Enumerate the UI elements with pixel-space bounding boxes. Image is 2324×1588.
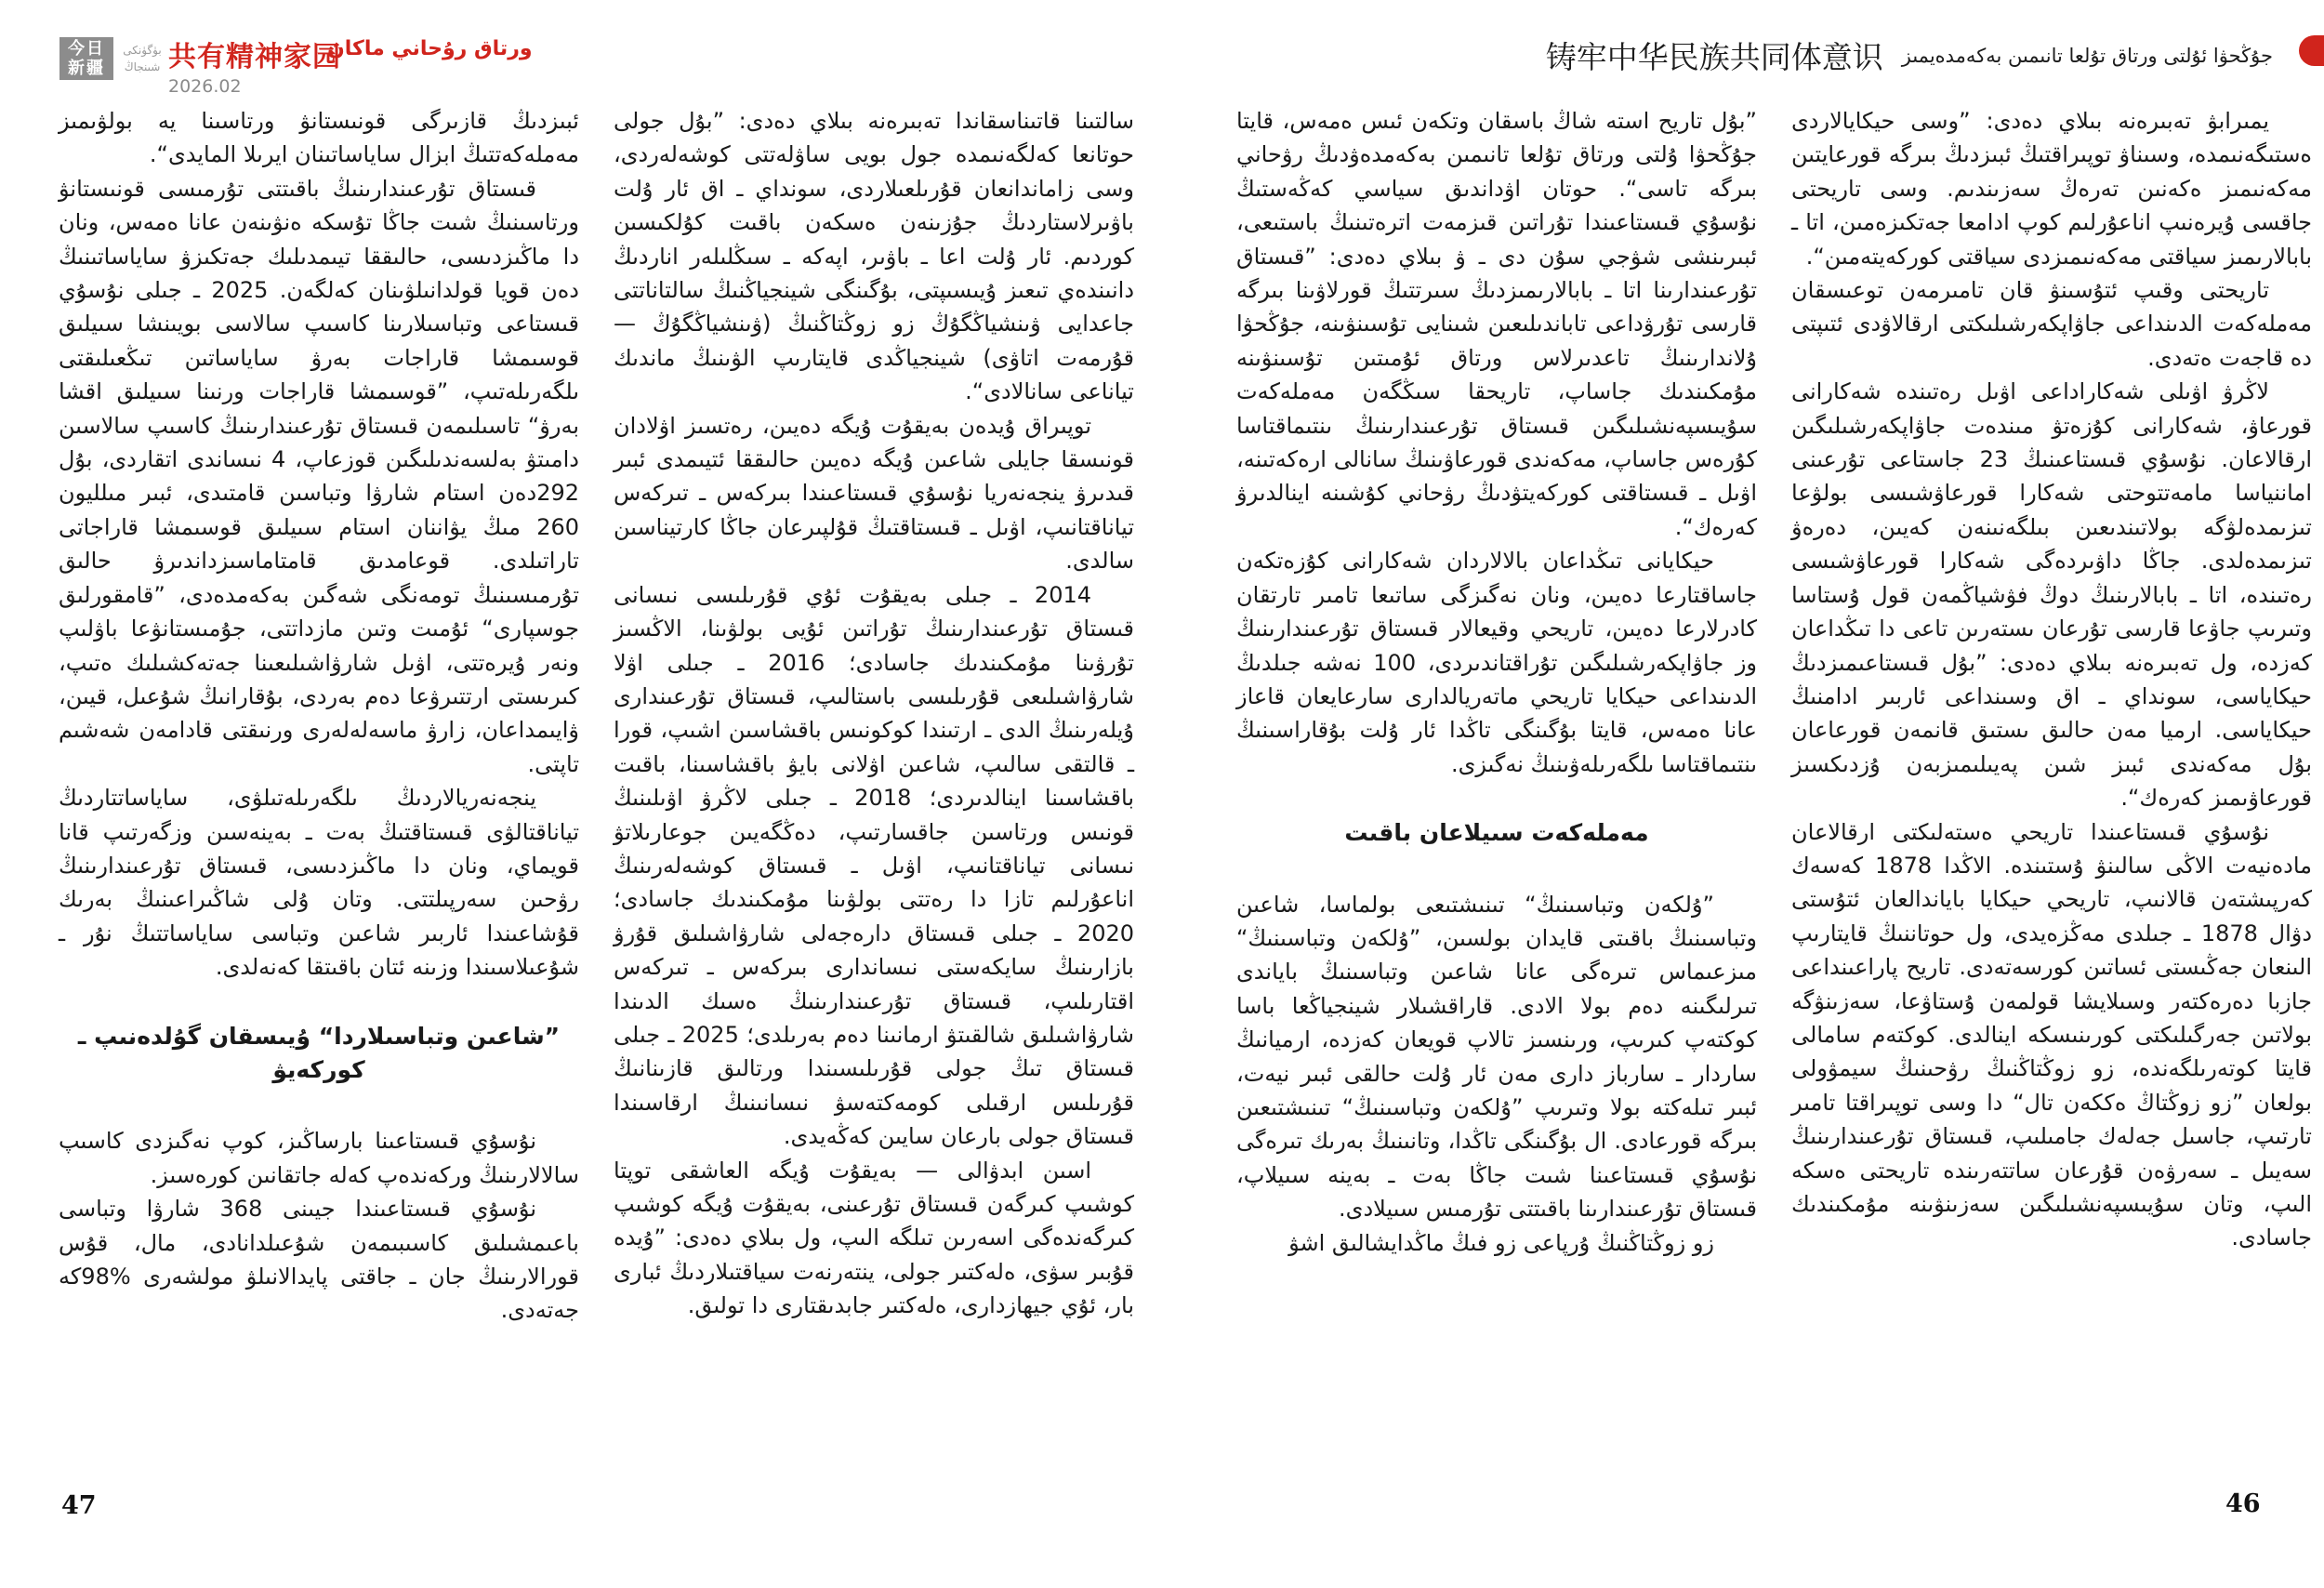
section-title-uyghur: ورتاق رۇحاني ماكان [327,37,533,60]
paragraph: قىستاق تۇرعىندارىنىڭ باقىتتى تۇرمىسى قونىستانۋ ورتاسىنىڭ شىت جاڭا تۇسكە ەنۋىنەن عانا ەمەس، ونان دا ماڭىزدىسى، حالىققا تيىمدىلىك جەتكىزۋ ساياساتىنىڭ دەن قويا قولدانىلۋىنان كەلگەن. 2025 ـ جىلى نۇسۇي قىستاعى وتباسىلارىنا كاسىپ سالاسى بويىنشا سىيلىق قوسىمشا قاراجات بەرۋ ساياساتىن تىڭعىلىقتى ىلگەرىلەتىپ، ”قوسىمشا قاراجات ورنىنا سىيلىق اقشا بەرۋ“ تاسىلىمەن قىستاق تۇرعىندارىنىڭ كاسىپ سالاسىن دامىتۋ بەلسەندىلىگىن قوزعاپ، 4 نىساندى اتقاردى، بۇل 292دەن استام شارۋا وتباسىن قامتىدى، ئبىر مىلليون 260 مىڭ يۋاننان استام سىيلىق قوسىمشا قاراجاتى تاراتىلدى. قوعامدىق قامتاماسىزداندىرۋ حالىق تۇرمىسىنىڭ تومەنگى شەگىن بەكەمدەدى، ”قامقورلىق جوسپارى“ ئۇمىت وتىن مازداتتى، جۇمىستانۋعا باۋلىپ ونەر ۇيرەتتى، اۋىل شارۋاشىلىعىنا جەتەكشىلىك ەتىپ، كىرىستى ارتتىرۋعا دەم بەردى، بۇقارانىڭ شۇعىل، قيىن، ۋايىمداعان، زارۋ ماسەلەلەرى ورنىقتى قادامەن شەشىم تاپتى. [59,175,579,777]
left-page-outer-column [59,104,579,1328]
paragraph: ”بۇل تاريح استە شاڭ باسقان وتكەن ئىس ەمەس، قايتا جۇڭحۋا ۇلتى ورتاق تۇلعا تانىمىن بەكەمدەۋدىڭ رۋحاني بىرگە تاسى“. حوتان اۋداندىق سياسي كەڭەستىڭ نۇسۇي قىستاعىندا تۇراتىن قىزمەت اترەتىنىڭ باستىعى، ئبىرىنشى شۋجي سۇن دى ـ ۋ بىلاي دەدى: ”قىستاق تۇرعىندارىنا اتا ـ بابالارىمىزدىڭ سىرتتىڭ قورلاۋىنا بىرگە قارسى تۇرۋداعى تاباندىلىعىن شىنايى تۇسىنۋىنە، جۇڭحۋا ۇلاندارىنىڭ تاعدىرلاس ورتاق ئۇمىتىن تۇسىنۋىنە مۇمكىندىك جاساپ، تاريحقا سىڭگەن مەملەكەت سۇيىسپەنشىلىگىن قىستاق تۇرعىندارىنىڭ ىنتىماقتاسا كۇرەس جاساپ، مەكەندى قورعاۋىنىڭ سانالى ارەكەتىنە، اۋىل ـ قىستاقتى كوركەيتۋدىڭ رۋحاني كۇشىنە اينالدىرۋ كەرەك“. [1236,108,1757,540]
red-corner-marker [2299,35,2324,66]
section-title-chinese: 共有精神家园 [168,41,341,73]
paragraph: توپىراق ۇيدەن بەيقۇت ۇيگە دەيىن، رەتسىز اۋلادان قونىسقا جايلى شاعىن ۇيگە دەيىن حالىققا ئتيىمدى ئبىر قىدىرۋ ينجەنەريا نۇسۇي قىستاعىندا بىركەس ـ تىركەس تياناقتانىپ، اۋىل ـ قىستاقتىڭ قۇلپىرعان جاڭا كارتيناسىن سالدى. [614,412,1134,575]
issue-number: 2026.02 [168,76,242,97]
paragraph: اسىن ابدۋالى — بەيقۇت ۇيگە العاشقى توپتا كوشىپ كىرگەن قىستاق تۇرعىنى، بەيقۇت ۇيگە كوشىپ كىرگەندەگى اسەرىن تىلگە الىپ، ول بىلاي دەدى: ”ۇيدە قۇبىر سۋى، ەلەكتىر جولى، ينتەرنەت سياقتىلاردىڭ ئبارى بار، ئۇي جيھازدارى، ەلەكتىر جابدىقتارى دا تولىق. [614,1157,1134,1319]
paragraph: نۇسۇي قىستاعىنا بارساڭىز، كوپ نەگىزدى كاسىپ سالالارىنىڭ وركەندەپ كەلە جاتقانىن كورەسىز. [59,1128,579,1188]
logo-uyghur-line2: شىنجاڭ [124,60,161,73]
paragraph: نۇسۇي قىستاعىندا جيىنى 368 شارۋا وتباسى باعىمشىلىق كاسىبىمەن شۇعىلدانادى، مال، قۇس قورالارىنىڭ جان ـ جاقتى پايدالانىلۋ مولشەرى %98كە جەتەدى. [59,1196,579,1324]
paragraph: يمىرابۋ تەبىرەنە بىلاي دەدى: ”وسى حيكايالاردى ەستىگەنىمدە، وسىناۋ توپىراقتىڭ ئبىزدىڭ بىرگە قورعايتىن مەكەنىمىز ەكەنىن تەرەڭ سەزىندىم. وسى تاريحتى جاقسى ۇيرەنىپ اناعۇرلىم كوپ ادامعا جەتكىزەمىن، اتا ـ بابالارىمىز سياقتى مەكەنىمىزدى سياقتى كوركەيتەمىن“. [1791,108,2312,270]
magazine-logo [59,37,113,80]
page-number-right: 46 [2225,1489,2261,1518]
logo-line2: 新疆 [68,59,105,78]
paragraph: تاريحتى وقىپ ئتۇسىنۋ قان تامىرمەن توعىسقان مەملەكەت الدىنداعى جاۋاپكەرشىلىكتى ارقالاۋدى ئتىپتى دە قاجەت ەتەدى. [1791,277,2312,371]
left-page-inner-column [614,104,1134,1323]
paragraph: 2014 ـ جىلى بەيقۇت ئۇي قۇرىلىسى نىسانى قىستاق تۇرعىندارىنىڭ تۇراتىن ئۇيى بولۋىنا، الاڭسىز تۇرۋىنا مۇمكىندىك جاسادى؛ 2016 ـ جىلى اۋلا شارۋاشىلىعى قۇرىلىسى باستالىپ، قىستاق تۇرعىندارى ۇيلەرىنىڭ الدى ـ ارتىندا كوكونىس باقشاسىن اشىپ، قورا ـ قالتقى سالىپ، شاعىن اۋلانى بايۋ باقشاسىنا، باقىت باقشاسىنا اينالدىردى؛ 2018 ـ جىلى لاڭرۋ اۋىلىنىڭ قونىس ورتاسىن جاقسارتىپ، دەڭگەيىن جوعارىلاتۋ نىسانى تياناقتانىپ، اۋىل ـ قىستاق كوشەلەرىنىڭ اناعۇرلىم تازا دا رەتتى بولۋىنا مۇمكىندىك جاسادى؛ 2020 ـ جىلى قىستاق دارەجەلى شارۋاشىلىق قۇرۋ بازارىنىڭ سايكەستى نىساندارى بىركەس ـ تىركەس اقتارىلىپ، قىستاق تۇرعىندارىنىڭ ەسىك الدىندا شارۋاشىلىق شالقىتۋ ارمانىنا دەم بەرىلدى؛ 2025 ـ جىلى قىستاق تىڭ جولى قۇرىلىسىندا ورتالىق قازىنانىڭ قۇرىلىس ارقىلى كومەكتەسۋ نىسانىنىڭ ارقاسىندا قىستاق جولى بارعان سايىن كەڭەيدى. [614,581,1135,1150]
right-page-outer-column [1791,104,2312,1255]
paragraph: زو زوڭتاڭنىڭ ۇرپاعى زو فىڭ ماڭدايشالىق اشۋ [1288,1229,1714,1256]
paragraph: ينجەنەريالاردىڭ ىلگەرىلەتىلۋى، ساياساتتاردىڭ تياناقتالۋى قىستاقتىڭ بەت ـ بەينەسىن وزگەرتىپ قانا قويماي، ونان دا ماڭىزدىسى، قىستاق تۇرعىندارىنىڭ رۋحىن سەرپىلتتى. وتان ۇلى شاڭىراعىنىڭ بەرىك قۇشاعىندا ئاربىر شاعىن وتباسى ساياساتتىڭ نۇر ـ شۇعىلاسىندا وزىنە ئتان باقىتقا كەنەلدى. [59,785,579,981]
paragraph: لاڭرۋ اۋىلى شەكاراداعى اۋىل رەتىندە شەكارانى قورعاۋ، شەكارانى كۇزەتۋ مىندەت جاۋاپكەرشىلىگىن ارقالاعان. نۇسۇي قىستاعىنىڭ 23 جاستاعى تۇرعىنى اماننياسا مامەتتوحتى شەكارا قورعاۋشىسى بولۋعا تىزىمدەلۋگە بولاتىندىعىن بىلگەنىنەن كەيىن، دەرەۋ تىزىمدەلدى. جاڭا داۋىردەگى شەكارا قورعاۋشىسى رەتىندە، اتا ـ بابالارىنىڭ دوڭ فۋشياڭمەن قول ۇستاسا وتىرىپ جاۋعا قارسى تۇرعان ىستەرىن تاعى دا تىڭداعان كەزدە، ول تەبىرەنە بىلاي دەدى: ”بۇل قىستاعىمىزدىڭ حيكاياسى، سونداي ـ اق وسىنداعى ئاربىر ادامنىڭ حيكاياسى. ارميا مەن حالىق ىستىق قانمەن قورعاعان بۇل مەكەندى ئبىز شىن پەيىلىمىزبەن ۇزدىكسىز قورعاۋىمىز كەرەك“. [1791,378,2313,812]
paragraph: ئبىزدىڭ قازىرگى قونىستانۋ ورتاسىنا يە بولۋىمىز مەملەكەتتىڭ ابزال ساياساتىنان ايرىلا المايدى“. [59,108,579,168]
section-heading: ”شاعىن وتباسىلاردا“ ۇيىسقان گۇلدەنىپ ـ كوركەيۋ [77,1022,561,1083]
magazine-logo-uyghur [118,42,166,79]
paragraph: سالتىنا قاتىناسقاندا تەبىرەنە بىلاي دەدى: ”بۇل جولى حوتانعا كەلگەنىمدە جول بويى ساۋلەتتى كوشەلەردى، وسى زاماندانعان قۇرىلعىلاردى، سونداي ـ اق ئار ۇلت باۋىرلاستاردىڭ جۇزىنەن ەسكەن باقىت كۇلكىسىن كوردىم. ئار ۇلت اعا ـ باۋىر، اپەكە ـ سىڭلىلەر اناردىڭ دانىندەي تىعىز ۇيىسىپتى، بۇگىنگى شينجياڭنىڭ سالتاناتتى جاعدايى ۋىنشياڭگۇڭ زو زوڭتاڭنىڭ (ۋىنشياڭگۇڭ — قۇرمەت اتاۋى) شينجياڭدى قايتارىپ الۋىنىڭ ماندىك تياناعى سانالادى“. [614,108,1134,405]
page-number-left: 47 [61,1491,97,1520]
section-heading: مەملەكەت سىيلاعان باقىت [1344,819,1649,847]
paragraph: ”ۇلكەن وتباسىنىڭ“ تىنىشتىعى بولماسا، شاعىن وتباسىنىڭ باقىتى قايدان بولسىن، ”ۇلكەن وتباسىنىڭ“ مىزعىماس تىرەگى عانا شاعىن وتباسىنىڭ باياندى تىرلىگىنە دەم بولا الادى. قاراقشىلار شينجياڭعا باسا كوكتەپ كىرىپ، ورىنسىز تالاپ قويعان كەزدە، ارميانىڭ ساردار ـ سارباز دارى مەن ئار ۇلت حالقى ئبىر نيەت، ئبىر تىلەكتە بولا وتىرىپ ”ۇلكەن وتباسىنىڭ“ تىنىشتىعىن بىرگە قورعادى. ال بۇگىنگى تاڭدا، وتانىنىڭ بەرىك تىرەگى نۇسۇي قىستاعىنا شىت جاڭا بەت ـ بەينە سىيلاپ، قىستاق تۇرعىندارىنا باقىتتى تۇرمىس سىيلادى. [1236,891,1757,1223]
theme-title-uyghur: جۇڭحۋا ئۇلتى ورتاق تۇلعا تانىمىن بەكەمدەيمىز [1901,44,2273,67]
section-title-block [168,33,341,97]
right-page-inner-column [1236,104,1757,1260]
logo-uyghur-line1: بۈگۈنكى [123,44,162,57]
paragraph: نۇسۇي قىستاعىندا تاريحي ەستەلىكتى ارقالاعان مادەنيەت الاڭى سالىنۋ ۇستىندە. الاڭدا 1878 كەسەك كەرپىشتەن قالانىپ، تاريحي حيكايا باياندالعان ئتۇستى دۋال 1878 ـ جىلدى مەڭزەيدى، ول حوتاننىڭ قايتارىپ الىنعان جەڭىستى ئساتىن كورسەتەدى. تاريح پاراعىنداعى جازبا دەرەكتەر وسىلايشا قولمەن ۇستاۋعا، سەزىنۋگە بولاتىن جەرگىلىكتى كورىنىسكە اينالدى. كوكتەم سامالى قايتا كوتەرىلگەندە، زو زوڭتاڭنىڭ رۋحىنىڭ سيمۋولى بولعان ”زو زوڭتاڭ ەككەن تال“ دا وسى توپىراقتا تامىر تارتىپ، جاسىل جەلەك جامىلىپ، قىستاق تۇرعىندارىنىڭ سەيىل ـ سەرۋەن قۇرعان ساتتەرىندە تاريحتى ەسكە الىپ، وتان سۇيىسپەنشىلىگىن سەزىنۋىنە مۇمكىندىك جاسادى. [1791,818,2313,1251]
paragraph: حيكايانى تىڭداعان بالالاردان شەكارانى كۇزەتكەن جاساقتارعا دەيىن، ونان نەگىزگى ساتىعا تامىر تارتقان كادرلارعا دەيىن، تاريحي وقيعالار قىستاق تۇرعىندارىنىڭ وز جاۋاپكەرشىلىگىن تۇراقتاندىردى، 100 نەشە جىلدىڭ الدىنداعى حيكايا تاريحي ماتەريالدارى سارعايعان قاعاز عانا ەمەس، قايتا بۇگىنگى تاڭدا ئار ۇلت بۇقاراسىنىڭ ىنتىماقتاسا ىلگەرىلەۋىنىڭ نەگىزى. [1236,548,1757,777]
theme-header [1546,33,2273,77]
theme-title-chinese: 铸牢中华民族共同体意识 [1545,39,1883,75]
logo-line1: 今日 [68,39,105,59]
